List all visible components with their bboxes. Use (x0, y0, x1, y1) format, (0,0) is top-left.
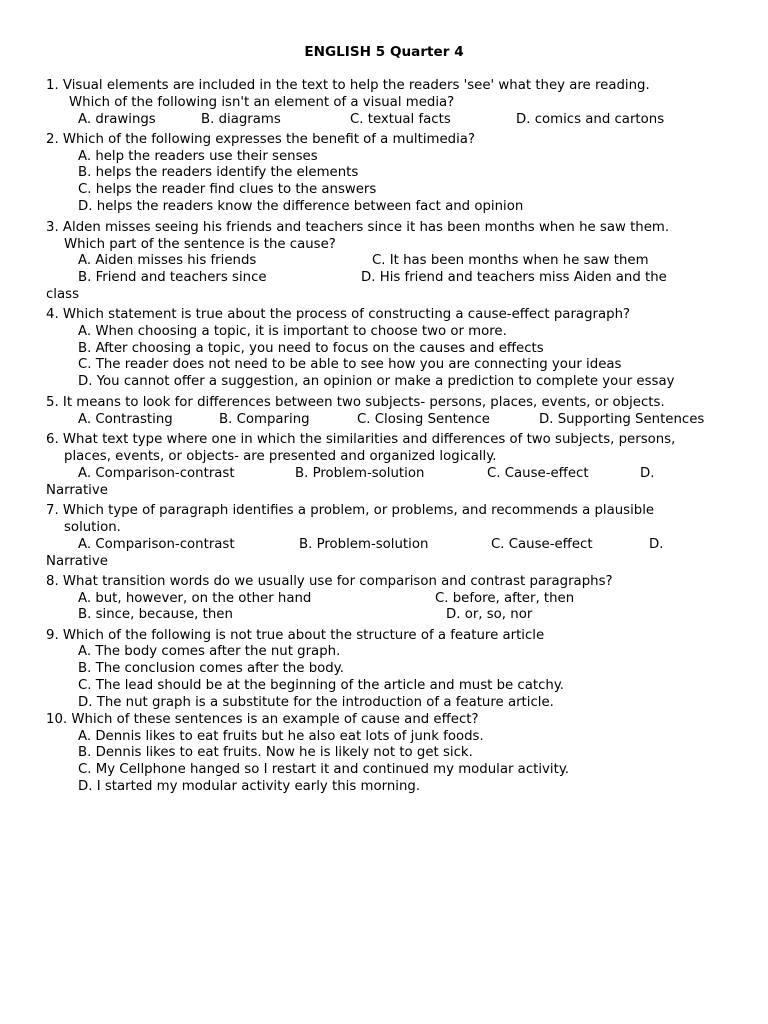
question-1-text-cont: Which of the following isn't an element of a visual media? (69, 95, 455, 110)
question-6-text-cont: places, events, or objects- are presented and organized logically. (64, 449, 497, 464)
question-9-choice-d: D. The nut graph is a substitute for the introduction of a feature article. (78, 695, 554, 710)
question-9-choice-a: A. The body comes after the nut graph. (78, 644, 341, 659)
question-10-text: 10. Which of these sentences is an example of cause and effect? (46, 712, 479, 727)
question-2-choice-d: D. helps the readers know the difference between fact and opinion (78, 199, 524, 214)
question-4-choice-c: C. The reader does not need to be able to see how you are connecting your ideas (78, 357, 622, 372)
question-4-choice-b: B. After choosing a topic, you need to focus on the causes and effects (78, 341, 544, 356)
question-10-choice-d: D. I started my modular activity early this morning. (78, 779, 421, 794)
question-4-choice-a: A. When choosing a topic, it is important to choose two or more. (78, 324, 507, 339)
question-6-choice-a: A. Comparison-contrast (78, 466, 235, 481)
question-7-choice-d: D. (649, 537, 664, 552)
question-3-text: 3. Alden misses seeing his friends and teachers since it has been months when he saw them. (46, 220, 670, 235)
question-8-choice-c: C. before, after, then (435, 591, 575, 606)
question-2-choice-a: A. help the readers use their senses (78, 149, 318, 164)
question-8-choice-a: A. but, however, on the other hand (78, 591, 312, 606)
question-1-text: 1. Visual elements are included in the text to help the readers 'see' what they are reading. (46, 78, 650, 93)
question-10-choice-b: B. Dennis likes to eat fruits. Now he is likely not to get sick. (78, 745, 473, 760)
question-8-text: 8. What transition words do we usually use for comparison and contrast paragraphs? (46, 574, 613, 589)
page-title: ENGLISH 5 Quarter 4 (304, 44, 464, 60)
question-3-choice-b: B. Friend and teachers since (78, 270, 267, 285)
question-8-choice-d: D. or, so, nor (446, 607, 533, 622)
question-7-text: 7. Which type of paragraph identifies a problem, or problems, and recommends a plausible (46, 503, 655, 518)
question-5-choice-d: D. Supporting Sentences (539, 412, 705, 427)
question-6-choice-b: B. Problem-solution (295, 466, 425, 481)
question-8-choice-b: B. since, because, then (78, 607, 233, 622)
question-5-choice-a: A. Contrasting (78, 412, 173, 427)
question-1-choice-a: A. drawings (78, 112, 156, 127)
question-9-choice-b: B. The conclusion comes after the body. (78, 661, 344, 676)
question-3-choice-a: A. Aiden misses his friends (78, 253, 257, 268)
question-6-text: 6. What text type where one in which the similarities and differences of two subjects, persons, (46, 432, 676, 447)
question-10-choice-a: A. Dennis likes to eat fruits but he also eat lots of junk foods. (78, 729, 484, 744)
question-7-text-cont: solution. (64, 520, 121, 535)
question-5-text: 5. It means to look for differences between two subjects- persons, places, events, or objects. (46, 395, 665, 410)
question-4-choice-d: D. You cannot offer a suggestion, an opinion or make a prediction to complete your essay (78, 374, 675, 389)
question-1-choice-d: D. comics and cartons (516, 112, 665, 127)
question-2-choice-b: B. helps the readers identify the elements (78, 165, 359, 180)
question-2-choice-c: C. helps the reader find clues to the answers (78, 182, 377, 197)
question-4-text: 4. Which statement is true about the process of constructing a cause-effect paragraph? (46, 307, 631, 322)
question-7-choice-c: C. Cause-effect (491, 537, 593, 552)
question-2-text: 2. Which of the following expresses the benefit of a multimedia? (46, 132, 476, 147)
question-1-choice-b: B. diagrams (201, 112, 281, 127)
question-6-choice-d: D. (640, 466, 655, 481)
question-10-choice-c: C. My Cellphone hanged so I restart it and continued my modular activity. (78, 762, 570, 777)
question-3-text-cont: Which part of the sentence is the cause? (64, 237, 336, 252)
question-7-choice-a: A. Comparison-contrast (78, 537, 235, 552)
question-1-choice-c: C. textual facts (350, 112, 451, 127)
question-7-choice-d-wrap: Narrative (46, 554, 108, 569)
question-3-choice-d-wrap: class (46, 287, 80, 302)
question-9-choice-c: C. The lead should be at the beginning of the article and must be catchy. (78, 678, 565, 693)
question-5-choice-b: B. Comparing (219, 412, 310, 427)
question-9-text: 9. Which of the following is not true about the structure of a feature article (46, 628, 545, 643)
question-3-choice-d: D. His friend and teachers miss Aiden and the (361, 270, 667, 285)
question-5-choice-c: C. Closing Sentence (357, 412, 490, 427)
question-3-choice-c: C. It has been months when he saw them (372, 253, 649, 268)
question-6-choice-d-wrap: Narrative (46, 483, 108, 498)
question-6-choice-c: C. Cause-effect (487, 466, 589, 481)
question-7-choice-b: B. Problem-solution (299, 537, 429, 552)
